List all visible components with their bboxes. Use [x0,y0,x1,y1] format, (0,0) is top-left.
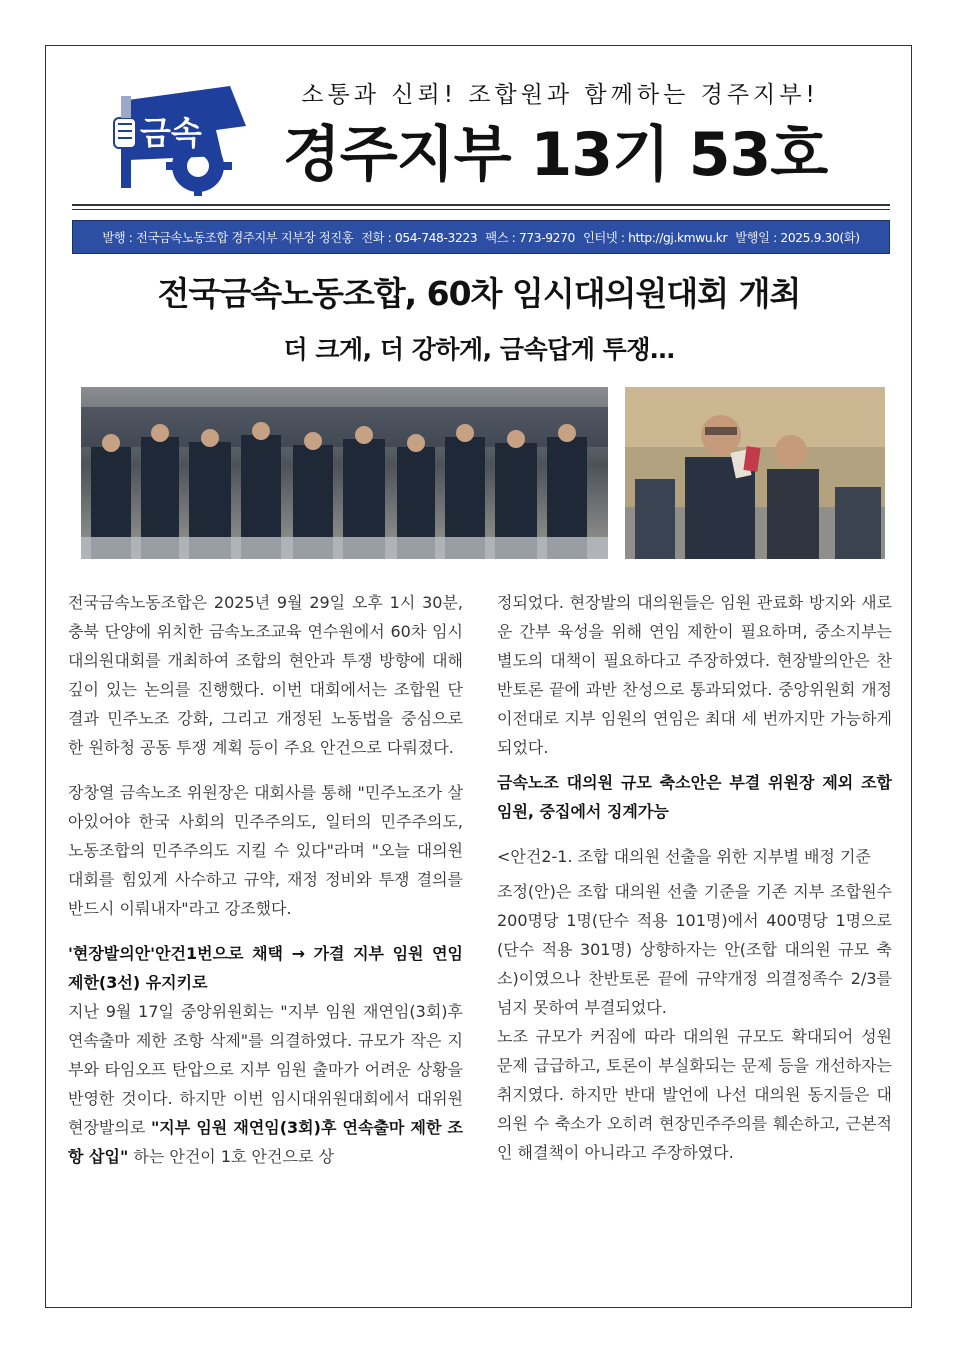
paragraph-term-limit-continued: 정되었다. 현장발의 대의원들은 임원 관료화 방지와 새로운 간부 육성을 위해 연임 제한이 필요하며, 중소지부는 별도의 대책이 필요하다고 주장하였다. 현장발의안은 찬반토론 끝에 과반 찬성으로 통과되었다. 중앙위원회 개정 이전대로 지부 임원의 연임은 최대 세 번까지만 가능하게 되었다. [497,593,892,757]
slogan: 소통과 신뢰! 조합원과 함께하는 경주지부! [301,82,819,108]
paragraph-term-limit-c: 하는 안건이 1호 안건으로 상 [128,1147,334,1166]
section-heading-delegate-size: 금속노조 대의원 규모 축소안은 부결 위원장 제외 조합 임원, 중집에서 징계가능 [497,773,892,821]
paragraph-term-limit-quote: "지부 임원 재연임(3회)후 연속출마 제한 조항 삽입" [68,1118,463,1166]
paragraph-intro: 전국금속노동조합은 2025년 9월 29일 오후 1시 30분, 충북 단양에 위치한 금속노조교육 연수원에서 60차 임시대의원대회를 개최하여 조합의 현안과 투쟁 방향에 대해 깊이 있는 논의를 진행했다. 이번 대회에서는 조합원 단결과 민주노조 강화, 그리고 개정된 노동법을 중심으로 한 원하청 공동 투쟁 계획 등이 주요 안건으로 다뤄졌다. [68,593,463,757]
paragraph-chairman-speech: 장창열 금속노조 위원장은 대회사를 통해 "민주노조가 살아있어야 한국 사회의 민주주의도, 일터의 민주주의도, 노동조합의 민주주의도 지킬 수 있다"라며 "오늘 대의원대회를 힘있게 사수하고 규약, 재정 정비와 투쟁 결의를 반드시 이뤄내자"라고 강조했다. [68,783,463,918]
article-subheadline: 더 크게, 더 강하게, 금속답게 투쟁… [283,335,675,364]
paragraph-opposition: 노조 규모가 커짐에 따라 대의원 규모도 확대되어 성원 문제 급급하고, 토론이 부실화되는 문제 등을 개선하자는 취지였다. 하지만 반대 발언에 나선 대의원 동지들은 대의원 수 축소가 오히려 현장민주주의를 훼손하고, 근본적인 해결책이 아니라고 주장하였다. [497,1027,892,1162]
masthead-rule-top [72,204,890,206]
article-column-right [497,588,892,1167]
article-headline: 전국금속노동조합, 60차 임시대의원대회 개최 [157,274,801,313]
paragraph-adjustment-proposal: 조정(안)은 조합 대의원 선출 기준을 기존 지부 조합원수 200명당 1명(단수 적용 101명)에서 400명당 1명으로(단수 적용 301명) 상향하자는 안(조합 대의원 규모 축소)이였으나 찬반토론 끝에 규약개정 의결정족수 2/3를 넘지 못하여 부결되었다. [497,882,892,1017]
publisher-info: 발행 : 전국금속노동조합 경주지부 지부장 정진홍 [102,231,354,245]
union-logo [110,78,250,198]
publish-date: 발행일 : 2025.9.30(화) [735,231,860,245]
paragraph-term-limit-a: 지난 9월 17일 중앙위원회는 "지부 임원 재연임(3회)후 연속출마 제한 조항 삭제"를 의결하였다. 규모가 작은 지부와 타임오프 탄압으로 지부 임원 출마가 어려운 상황을 반영한 것이다. 하지만 이번 임시대위원대회에서 대위원 현장발의로 [68,1002,463,1137]
section-heading-term-limit: '현장발의안'안건1번으로 채택 → 가결 지부 임원 연임 제한(3선) 유지키로 [68,944,463,992]
paragraph-agenda-item: <안건2-1. 조합 대의원 선출을 위한 지부별 배정 기준 [497,847,871,866]
delegate-photo [625,387,885,559]
internet-info: 인터넷 : http://gj.kmwu.kr [582,231,728,245]
publication-info-bar [72,220,890,254]
paragraph-term-limit [68,997,463,1171]
masthead-rule-bottom [72,209,890,210]
phone-info: 전화 : 054-748-3223 [361,231,478,245]
logo-text: 금속 [140,114,202,152]
newsletter-title: 경주지부 13기 53호 [282,120,828,190]
assembly-photo [81,387,608,559]
fax-info: 팩스 : 773-9270 [485,231,575,245]
assembly-photo-graphic [81,387,608,559]
delegate-photo-graphic [625,387,885,559]
article-column-left [68,588,463,1171]
